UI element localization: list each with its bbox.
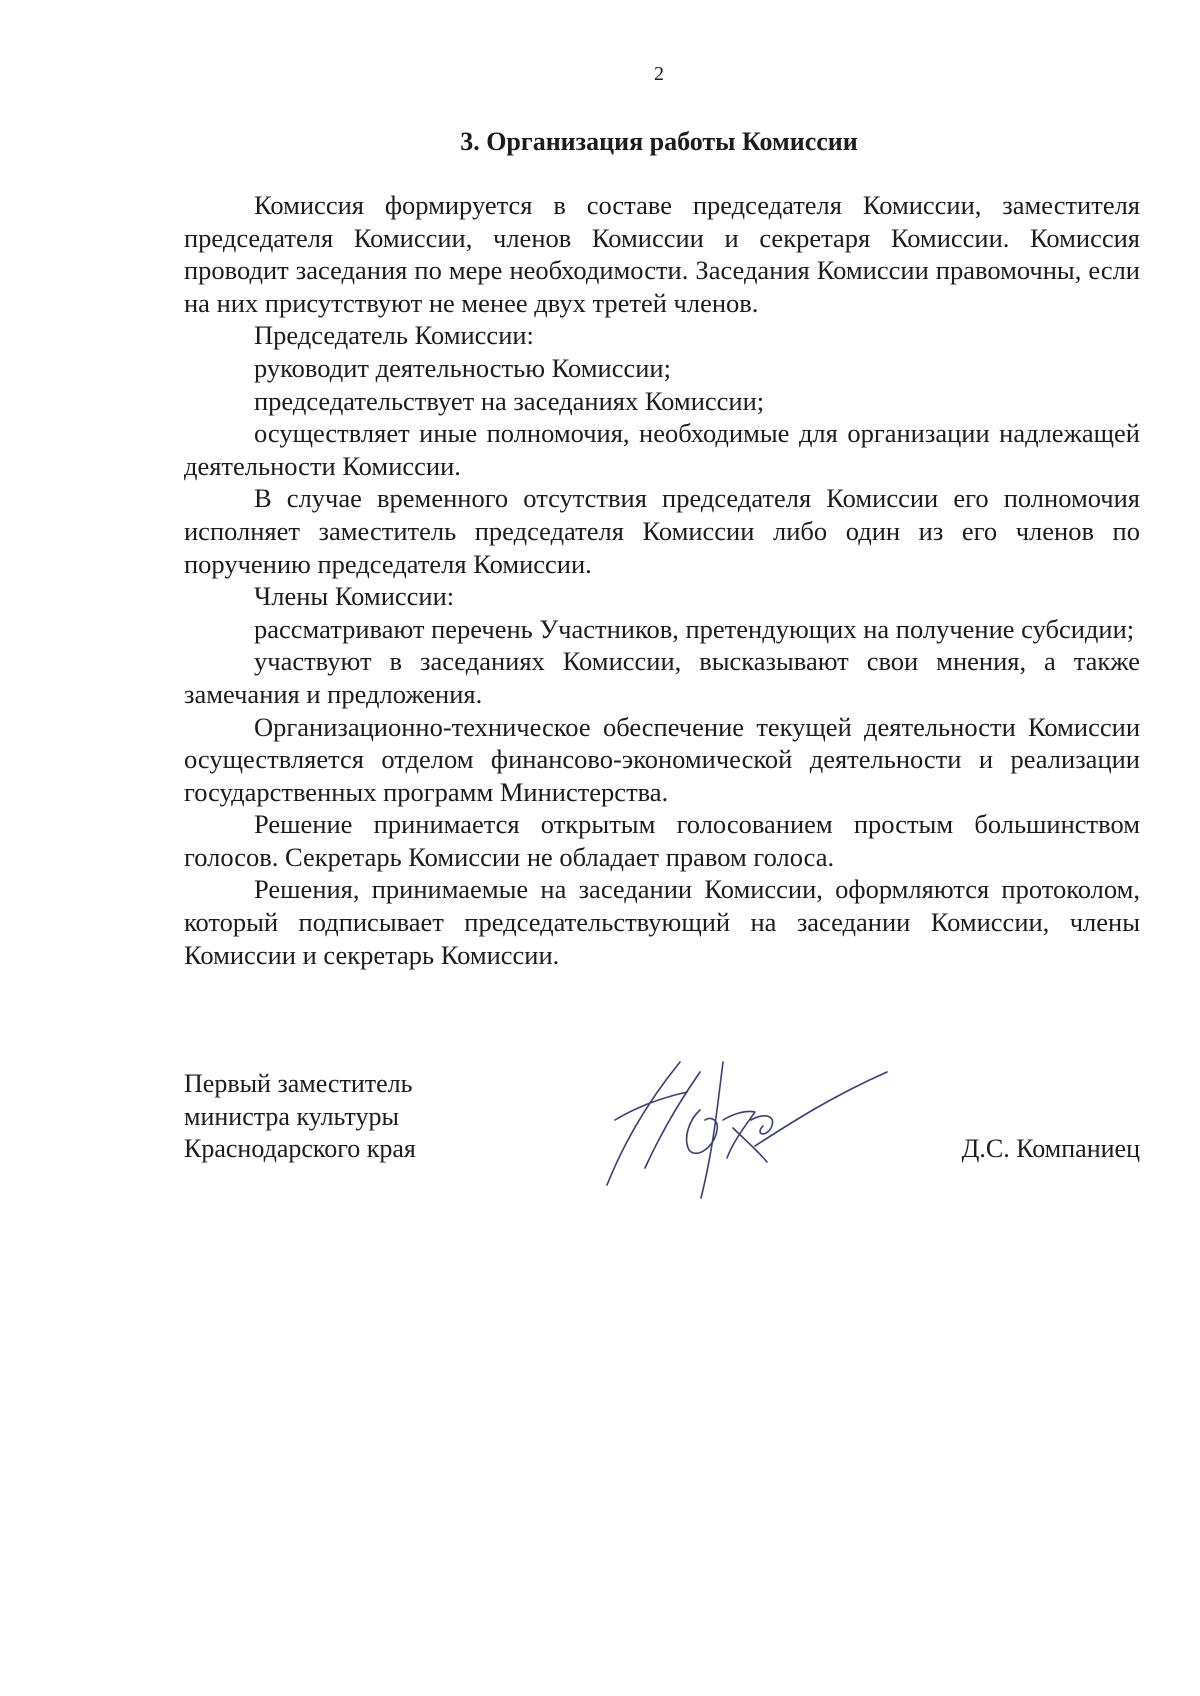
paragraph-composition: Комиссия формируется в составе председателя Комиссии, заместителя председателя Комиссии, членов Комиссии и секретаря Комиссии. Комиссия проводит заседания по мере необходимости. Заседания Комиссии правомочны, если на них присутствуют не менее двух третей членов. <box>184 190 1140 318</box>
paragraph-chairman-duty-3: осуществляет иные полномочия, необходимые для организации надлежащей деятельности Комиссии. <box>184 418 1140 481</box>
signatory-position <box>184 1068 416 1166</box>
signature-stroke <box>687 1110 718 1153</box>
paragraph-voting: Решение принимается открытым голосованием простым большинством голосов. Секретарь Комиссии не обладает правом голоса. <box>184 809 1140 872</box>
signature-stroke <box>755 1072 887 1146</box>
handwritten-signature-icon <box>605 1050 890 1200</box>
paragraph-technical-support: Организационно-техническое обеспечение текущей деятельности Комиссии осуществляется отделом финансово-экономической деятельности и реализации государственных программ Министерства. <box>184 711 1140 807</box>
signature-stroke <box>615 1092 687 1120</box>
signatory-name: Д.С. Компаниец <box>961 1134 1140 1163</box>
signatory-position-line-2: министра культуры <box>184 1101 399 1131</box>
paragraph-members-duty-1: рассматривают перечень Участников, претендующих на получение субсидии; <box>254 613 1135 644</box>
page-number: 2 <box>654 63 664 85</box>
paragraph-members-heading: Члены Комиссии: <box>254 581 455 612</box>
signature-stroke <box>751 1116 773 1134</box>
body-text <box>184 189 1140 971</box>
paragraph-members-duty-2: участвуют в заседаниях Комиссии, высказывают свои мнения, а также замечания и предложения. <box>184 646 1140 709</box>
paragraph-deputy: В случае временного отсутствия председателя Комиссии его полномочия исполняет заместитель председателя Комиссии либо один из его членов по поручению председателя Комиссии. <box>184 483 1140 579</box>
signatory-position-line-1: Первый заместитель <box>184 1069 413 1098</box>
paragraph-chairman-duty-1: руководит деятельностью Комиссии; <box>254 352 671 383</box>
paragraph-chairman-heading: Председатель Комиссии: <box>254 320 534 351</box>
paragraph-chairman-duty-2: председательствует на заседаниях Комиссии; <box>254 385 765 416</box>
signature-stroke <box>701 1062 723 1198</box>
section-heading: 3. Организация работы Комиссии <box>460 127 858 156</box>
signature-stroke <box>607 1062 680 1185</box>
signatory-position-line-3: Краснодарского края <box>184 1134 416 1163</box>
paragraph-protocol: Решения, принимаемые на заседании Комиссии, оформляются протоколом, который подписывает председательствующий на заседании Комиссии, члены Комиссии и секретарь Комиссии. <box>184 874 1140 970</box>
